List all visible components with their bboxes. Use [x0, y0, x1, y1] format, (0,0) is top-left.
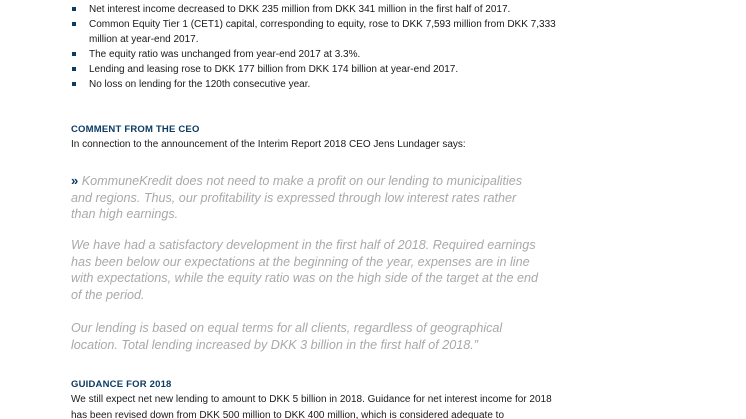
- guidance-heading: GUIDANCE FOR 2018: [71, 379, 172, 390]
- list-item: [71, 62, 579, 77]
- highlight-text: Common Equity Tier 1 (CET1) capital, corresponding to equity, rose to DKK 7,593 million from DKK 7,333 million at year-end 2017.: [89, 19, 556, 45]
- bullet-icon: [72, 22, 76, 26]
- list-item: [71, 17, 579, 47]
- list-item: [71, 77, 579, 92]
- bullet-icon: [72, 7, 76, 11]
- quote-icon: »: [71, 173, 76, 188]
- quote-paragraph: [71, 173, 541, 223]
- highlight-text: Lending and leasing rose to DKK 177 billion from DKK 174 billion at year-end 2017.: [89, 64, 459, 75]
- highlights-list: [71, 2, 579, 92]
- highlight-text: No loss on lending for the 120th consecutive year.: [89, 79, 311, 90]
- quote-paragraph: Our lending is based on equal terms for all clients, regardless of geographical location. Total lending increased by DKK 3 billion in the first half of 2018.”: [71, 321, 503, 352]
- bullet-icon: [72, 67, 76, 71]
- ceo-comment-intro: In connection to the announcement of the Interim Report 2018 CEO Jens Lundager says:: [71, 139, 466, 150]
- guidance-text: We still expect net new lending to amount to DKK 5 billion in 2018. Guidance for net interest income for 2018 has been revised down from DKK 500 million to DKK 400 million, which is considered adequate to: [71, 394, 552, 419]
- highlight-text: The equity ratio was unchanged from year-end 2017 at 3.3%.: [89, 49, 361, 60]
- highlight-text: Net interest income decreased to DKK 235 million from DKK 341 million in the first half of 2017.: [89, 4, 511, 15]
- list-item: [71, 47, 579, 62]
- ceo-comment-heading: COMMENT FROM THE CEO: [71, 124, 200, 135]
- bullet-icon: [72, 52, 76, 56]
- quote-paragraph: We have had a satisfactory development in the first half of 2018. Required earnings has been below our expectations at the beginning of the year, expenses are in line with expectations, while the equity ratio was on the high side of the target at the end of the period.: [71, 238, 538, 302]
- quote-text: KommuneKredit does not need to make a profit on our lending to municipalities and regions. Thus, our profitability is expressed through low interest rates rather than high earnings.: [71, 174, 523, 222]
- bullet-icon: [72, 82, 76, 86]
- list-item: [71, 2, 579, 17]
